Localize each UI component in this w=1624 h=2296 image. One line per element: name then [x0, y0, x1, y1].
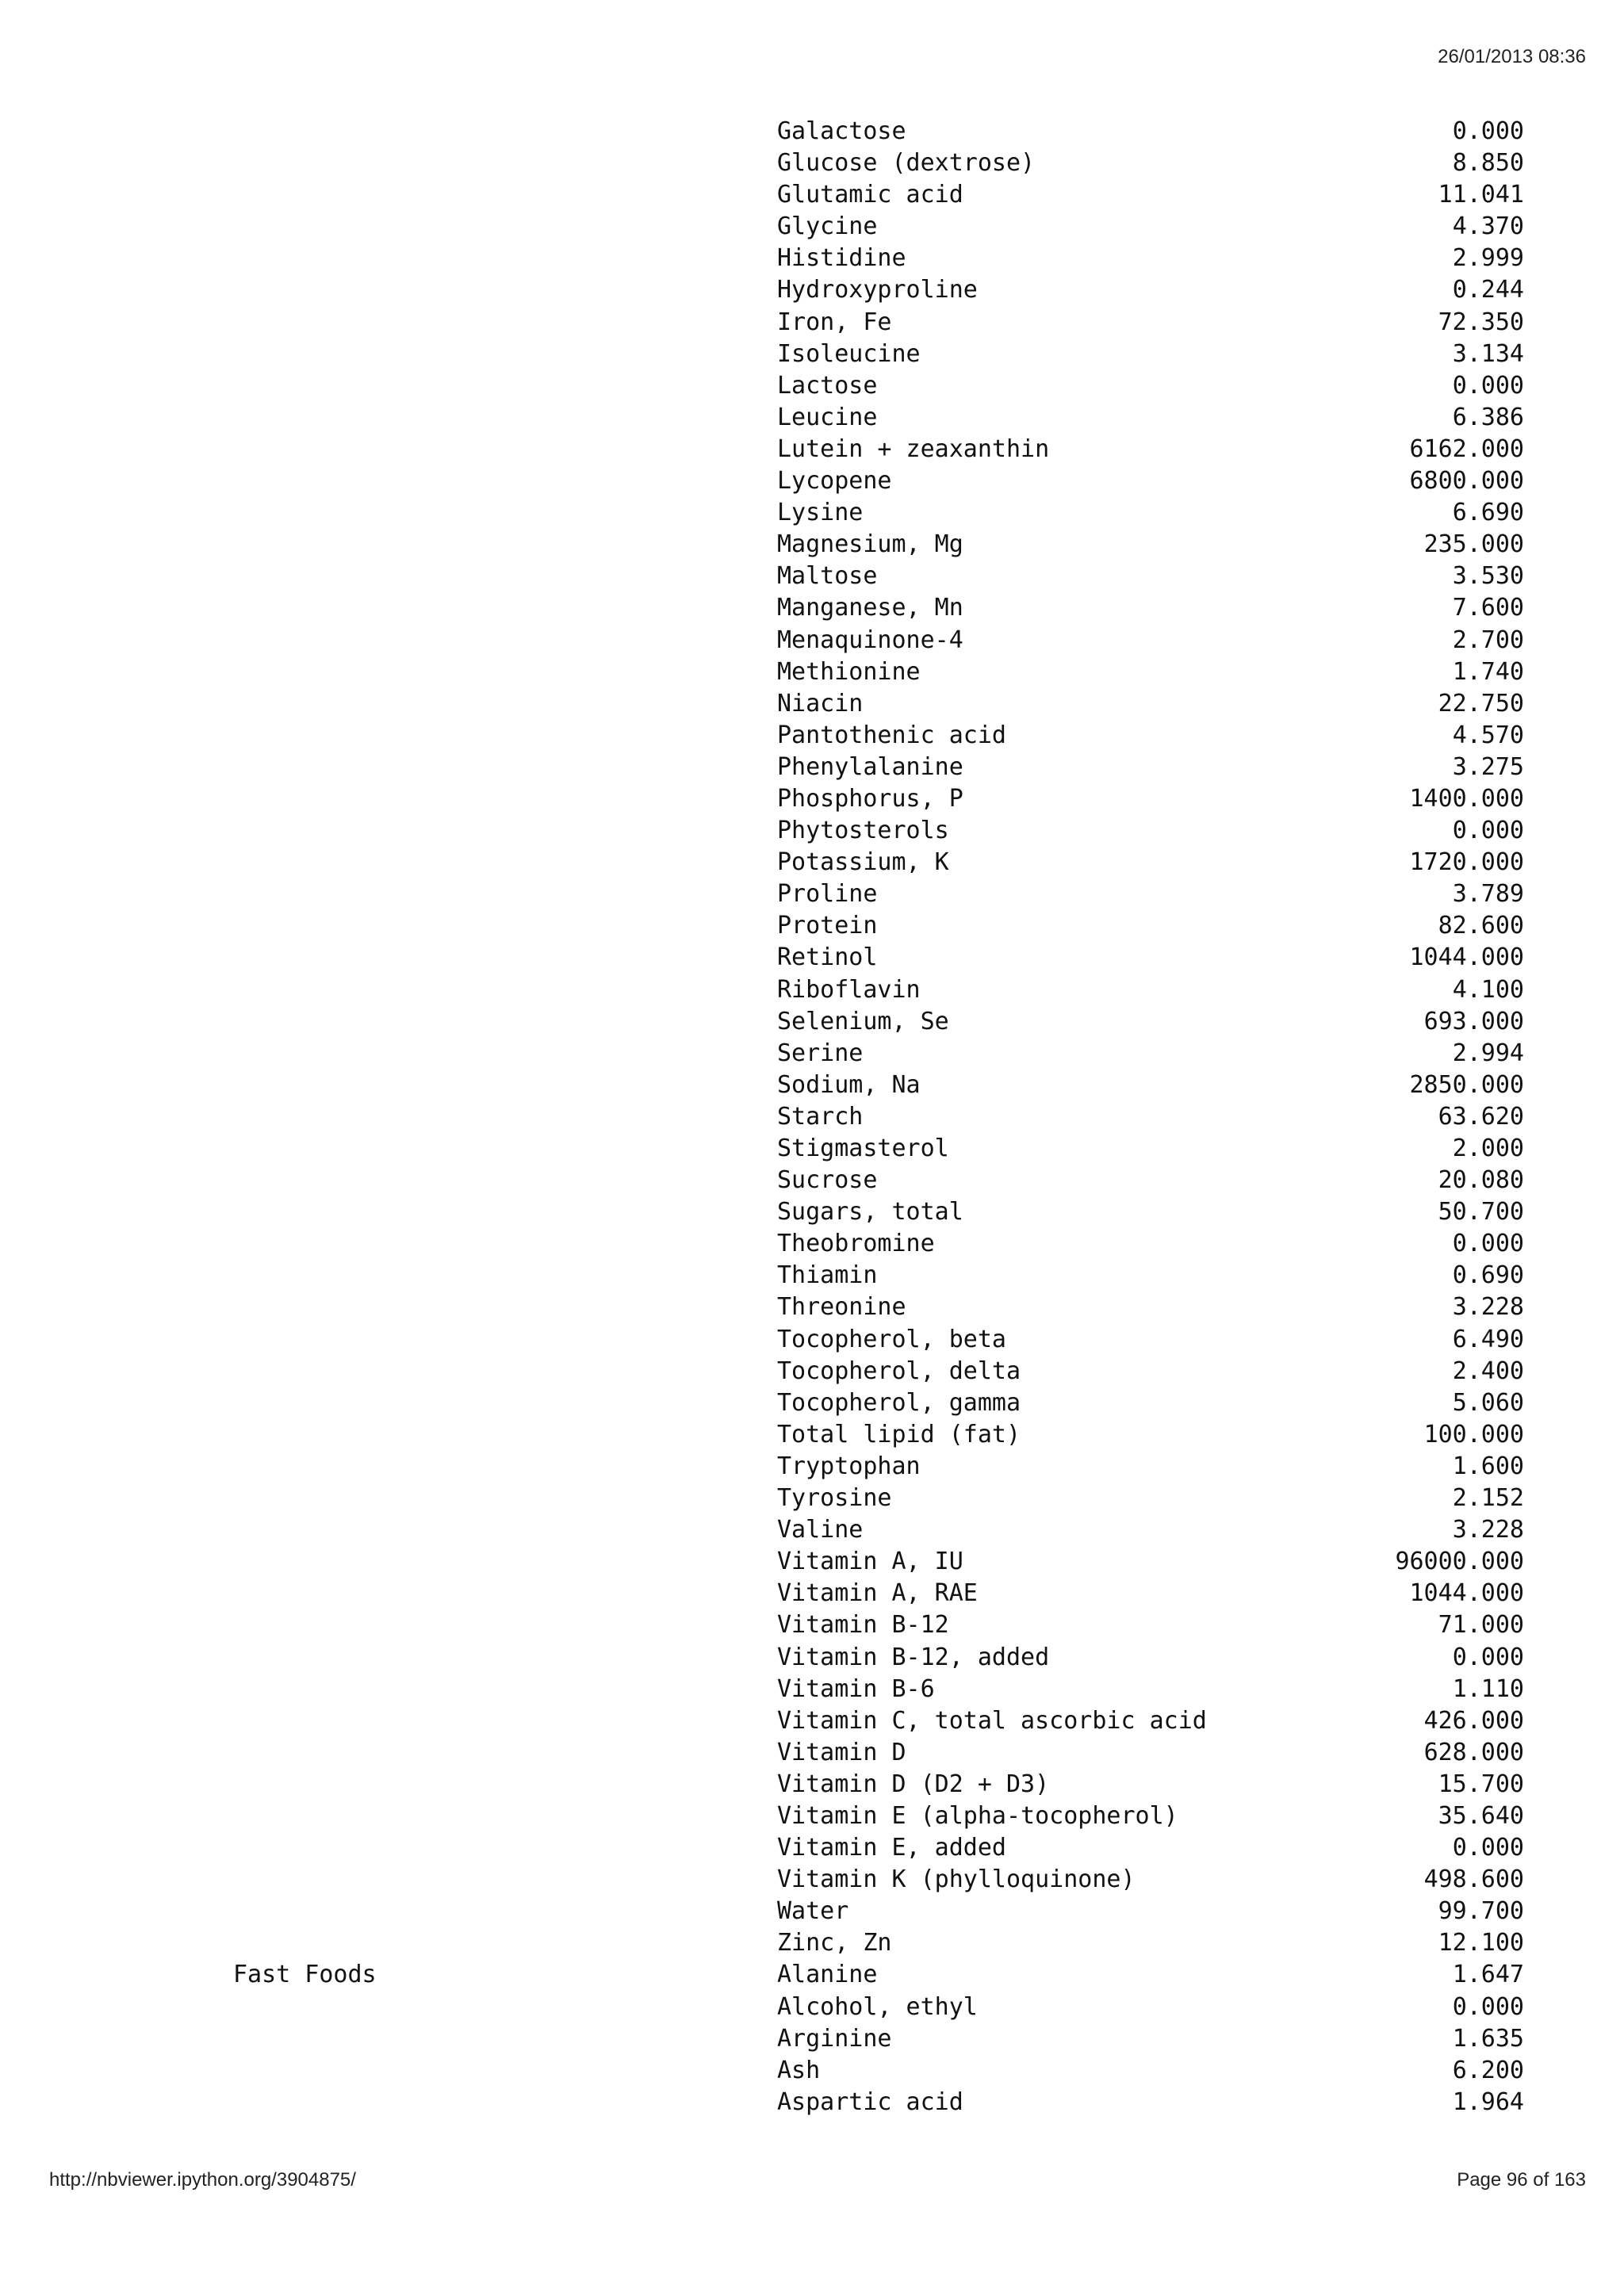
nutrient-value-cell: 3.134	[1452, 339, 1524, 368]
nutrient-value-cell: 693.000	[1423, 1007, 1524, 1035]
table-row	[0, 1292, 1624, 1323]
nutrient-value-cell: 3.789	[1452, 880, 1524, 909]
table-row	[0, 815, 1624, 847]
nutrient-name-cell: Maltose	[777, 562, 878, 591]
table-row	[0, 1896, 1624, 1927]
table-row	[0, 1387, 1624, 1419]
table-row	[0, 1101, 1624, 1133]
table-row	[0, 1642, 1624, 1674]
nutrient-value-cell: 0.000	[1452, 817, 1524, 845]
nutrient-name-cell: Leucine	[777, 403, 878, 431]
nutrient-value-cell: 2.000	[1452, 1135, 1524, 1162]
nutrient-name-cell: Manganese, Mn	[777, 594, 963, 622]
nutrient-value-cell: 1720.000	[1409, 848, 1524, 877]
nutrient-value-cell: 6.200	[1452, 2056, 1524, 2084]
nutrient-name-cell: Theobromine	[777, 1230, 935, 1258]
table-row	[0, 2023, 1624, 2055]
table-row	[0, 942, 1624, 974]
table-row	[0, 1769, 1624, 1800]
table-row	[0, 752, 1624, 783]
table-row	[0, 974, 1624, 1006]
nutrient-value-cell: 12.100	[1438, 1929, 1524, 1957]
nutrient-value-cell: 6162.000	[1409, 434, 1524, 463]
nutrient-value-cell: 63.620	[1438, 1102, 1524, 1131]
nutrient-value-cell: 22.750	[1438, 689, 1524, 718]
table-row	[0, 1959, 1624, 1991]
nutrient-name-cell: Tocopherol, gamma	[777, 1388, 1021, 1417]
nutrient-value-cell: 0.000	[1452, 1992, 1524, 2021]
table-row	[0, 529, 1624, 561]
nutrient-name-cell: Ash	[777, 2056, 821, 2084]
nutrient-name-cell: Phenylalanine	[777, 752, 963, 781]
nutrient-name-cell: Vitamin C, total ascorbic acid	[777, 1706, 1207, 1735]
nutrient-name-cell: Hydroxyproline	[777, 276, 978, 304]
nutrient-value-cell: 1.110	[1452, 1674, 1524, 1703]
table-row	[0, 1070, 1624, 1101]
table-row	[0, 688, 1624, 720]
nutrient-value-cell: 498.600	[1423, 1866, 1524, 1894]
nutrient-name-cell: Potassium, K	[777, 848, 949, 877]
table-row	[0, 307, 1624, 339]
nutrient-name-cell: Protein	[777, 912, 878, 940]
nutrient-name-cell: Sucrose	[777, 1166, 878, 1195]
table-row	[0, 402, 1624, 434]
nutrient-name-cell: Aspartic acid	[777, 2087, 963, 2116]
nutrient-name-cell: Vitamin B-12	[777, 1611, 949, 1640]
nutrient-value-cell: 2.152	[1452, 1484, 1524, 1513]
nutrient-value-cell: 0.000	[1452, 371, 1524, 400]
nutrient-name-cell: Vitamin E, added	[777, 1834, 1006, 1862]
nutrient-value-cell: 2.700	[1452, 626, 1524, 654]
nutrient-name-cell: Niacin	[777, 689, 864, 718]
table-row	[0, 561, 1624, 592]
table-row	[0, 434, 1624, 465]
nutrient-value-cell: 20.080	[1438, 1166, 1524, 1195]
nutrient-value-cell: 7.600	[1452, 594, 1524, 622]
nutrient-value-cell: 1.635	[1452, 2024, 1524, 2053]
nutrient-value-cell: 2.400	[1452, 1357, 1524, 1385]
nutrient-value-cell: 3.275	[1452, 752, 1524, 781]
table-row	[0, 1578, 1624, 1609]
nutrient-name-cell: Alcohol, ethyl	[777, 1992, 978, 2021]
table-row	[0, 1038, 1624, 1070]
nutrient-name-cell: Phosphorus, P	[777, 784, 963, 813]
print-timestamp: 26/01/2013 08:36	[1438, 46, 1586, 67]
nutrient-value-cell: 1044.000	[1409, 1579, 1524, 1608]
table-row	[0, 1927, 1624, 1959]
nutrient-name-cell: Alanine	[777, 1961, 878, 1989]
nutrient-name-cell: Vitamin B-12, added	[777, 1643, 1050, 1671]
table-row	[0, 370, 1624, 402]
nutrient-value-cell: 0.000	[1452, 117, 1524, 145]
nutrient-name-cell: Glycine	[777, 212, 878, 241]
nutrient-name-cell: Methionine	[777, 657, 921, 686]
table-row	[0, 1800, 1624, 1832]
nutrient-name-cell: Valine	[777, 1516, 864, 1544]
nutrient-value-cell: 11.041	[1438, 181, 1524, 209]
nutrient-name-cell: Tryptophan	[777, 1452, 921, 1480]
nutrient-name-cell: Threonine	[777, 1293, 906, 1322]
nutrient-value-cell: 0.000	[1452, 1643, 1524, 1671]
table-row	[0, 1609, 1624, 1641]
table-row	[0, 147, 1624, 179]
nutrient-name-cell: Vitamin K (phylloquinone)	[777, 1866, 1136, 1894]
nutrient-value-cell: 4.570	[1452, 721, 1524, 749]
table-row	[0, 1196, 1624, 1228]
nutrient-value-cell: 0.690	[1452, 1261, 1524, 1290]
nutrient-name-cell: Iron, Fe	[777, 308, 892, 336]
table-row	[0, 1705, 1624, 1737]
table-row	[0, 1514, 1624, 1546]
nutrient-value-cell: 15.700	[1438, 1770, 1524, 1798]
table-row	[0, 116, 1624, 147]
nutrient-value-cell: 235.000	[1423, 530, 1524, 559]
nutrient-name-cell: Vitamin B-6	[777, 1674, 935, 1703]
table-row	[0, 1737, 1624, 1769]
nutrient-name-cell: Lysine	[777, 499, 864, 527]
table-row	[0, 783, 1624, 815]
nutrient-name-cell: Total lipid (fat)	[777, 1420, 1021, 1448]
food-group-cell: Fast Foods	[233, 1961, 377, 1989]
table-row	[0, 2087, 1624, 2118]
nutrient-value-cell: 4.370	[1452, 212, 1524, 241]
nutrient-name-cell: Water	[777, 1897, 849, 1926]
table-row	[0, 656, 1624, 688]
table-row	[0, 465, 1624, 497]
table-row	[0, 847, 1624, 878]
table-row	[0, 1228, 1624, 1260]
nutrient-name-cell: Thiamin	[777, 1261, 878, 1290]
nutrient-value-cell: 2.999	[1452, 244, 1524, 273]
nutrient-value-cell: 0.000	[1452, 1230, 1524, 1258]
table-row	[0, 1864, 1624, 1896]
nutrient-name-cell: Sugars, total	[777, 1198, 963, 1226]
table-row	[0, 720, 1624, 752]
table-row	[0, 211, 1624, 243]
table-row	[0, 243, 1624, 274]
nutrient-name-cell: Vitamin D	[777, 1738, 906, 1766]
nutrient-value-cell: 1.600	[1452, 1452, 1524, 1480]
nutrient-name-cell: Lycopene	[777, 467, 892, 496]
nutrient-name-cell: Selenium, Se	[777, 1007, 949, 1035]
table-row	[0, 274, 1624, 306]
nutrient-name-cell: Zinc, Zn	[777, 1929, 892, 1957]
nutrient-name-cell: Menaquinone-4	[777, 626, 963, 654]
nutrient-value-cell: 6.386	[1452, 403, 1524, 431]
table-row	[0, 592, 1624, 624]
table-row	[0, 1451, 1624, 1483]
nutrient-value-cell: 4.100	[1452, 975, 1524, 1004]
table-row	[0, 2055, 1624, 2087]
nutrient-name-cell: Riboflavin	[777, 975, 921, 1004]
nutrient-name-cell: Isoleucine	[777, 339, 921, 368]
nutrient-value-cell: 82.600	[1438, 912, 1524, 940]
table-row	[0, 1324, 1624, 1356]
nutrient-name-cell: Tocopherol, beta	[777, 1325, 1006, 1353]
table-row	[0, 1133, 1624, 1165]
table-row	[0, 1674, 1624, 1705]
nutrient-name-cell: Sodium, Na	[777, 1070, 921, 1099]
nutrient-name-cell: Glucose (dextrose)	[777, 149, 1036, 178]
nutrient-value-cell: 1.964	[1452, 2087, 1524, 2116]
print-footer-url: http://nbviewer.ipython.org/3904875/	[49, 2169, 356, 2191]
table-row	[0, 910, 1624, 942]
nutrient-value-cell: 100.000	[1423, 1420, 1524, 1448]
nutrient-value-cell: 72.350	[1438, 308, 1524, 336]
nutrient-value-cell: 1044.000	[1409, 943, 1524, 972]
nutrient-value-cell: 0.000	[1452, 1834, 1524, 1862]
nutrient-value-cell: 50.700	[1438, 1198, 1524, 1226]
nutrient-name-cell: Tyrosine	[777, 1484, 892, 1513]
nutrient-name-cell: Retinol	[777, 943, 878, 972]
table-row	[0, 1419, 1624, 1451]
nutrient-name-cell: Vitamin A, IU	[777, 1548, 963, 1576]
nutrient-name-cell: Lutein + zeaxanthin	[777, 434, 1050, 463]
nutrient-name-cell: Vitamin A, RAE	[777, 1579, 978, 1608]
table-row	[0, 878, 1624, 910]
nutrient-value-cell: 2850.000	[1409, 1070, 1524, 1099]
nutrient-value-cell: 3.228	[1452, 1293, 1524, 1322]
table-row	[0, 1992, 1624, 2023]
nutrient-name-cell: Serine	[777, 1039, 864, 1067]
nutrient-value-cell: 6.490	[1452, 1325, 1524, 1353]
nutrient-name-cell: Vitamin E (alpha-tocopherol)	[777, 1801, 1178, 1830]
nutrient-value-cell: 5.060	[1452, 1388, 1524, 1417]
nutrient-name-cell: Magnesium, Mg	[777, 530, 963, 559]
table-row	[0, 625, 1624, 656]
nutrient-value-cell: 1.740	[1452, 657, 1524, 686]
nutrient-value-cell: 6.690	[1452, 499, 1524, 527]
nutrient-value-cell: 3.530	[1452, 562, 1524, 591]
nutrient-name-cell: Galactose	[777, 117, 906, 145]
table-row	[0, 179, 1624, 211]
nutrient-name-cell: Pantothenic acid	[777, 721, 1006, 749]
nutrient-value-cell: 6800.000	[1409, 467, 1524, 496]
nutrient-table	[0, 116, 1624, 2118]
nutrient-name-cell: Stigmasterol	[777, 1135, 949, 1162]
nutrient-name-cell: Tocopherol, delta	[777, 1357, 1021, 1385]
nutrient-name-cell: Glutamic acid	[777, 181, 963, 209]
table-row	[0, 1356, 1624, 1387]
table-row	[0, 1832, 1624, 1864]
table-row	[0, 1165, 1624, 1196]
nutrient-value-cell: 426.000	[1423, 1706, 1524, 1735]
nutrient-value-cell: 628.000	[1423, 1738, 1524, 1766]
nutrient-value-cell: 2.994	[1452, 1039, 1524, 1067]
nutrient-value-cell: 1.647	[1452, 1961, 1524, 1989]
table-row	[0, 1483, 1624, 1514]
nutrient-value-cell: 1400.000	[1409, 784, 1524, 813]
nutrient-value-cell: 8.850	[1452, 149, 1524, 178]
nutrient-name-cell: Starch	[777, 1102, 864, 1131]
nutrient-value-cell: 35.640	[1438, 1801, 1524, 1830]
nutrient-value-cell: 0.244	[1452, 276, 1524, 304]
print-page-number: Page 96 of 163	[1457, 2169, 1586, 2191]
nutrient-value-cell: 99.700	[1438, 1897, 1524, 1926]
table-row	[0, 497, 1624, 529]
nutrient-value-cell: 96000.000	[1395, 1548, 1524, 1576]
nutrient-name-cell: Arginine	[777, 2024, 892, 2053]
nutrient-name-cell: Histidine	[777, 244, 906, 273]
nutrient-value-cell: 3.228	[1452, 1516, 1524, 1544]
table-row	[0, 1546, 1624, 1578]
table-row	[0, 1260, 1624, 1292]
nutrient-name-cell: Lactose	[777, 371, 878, 400]
table-row	[0, 1006, 1624, 1038]
nutrient-value-cell: 71.000	[1438, 1611, 1524, 1640]
nutrient-name-cell: Proline	[777, 880, 878, 909]
table-row	[0, 339, 1624, 370]
nutrient-name-cell: Vitamin D (D2 + D3)	[777, 1770, 1050, 1798]
nutrient-name-cell: Phytosterols	[777, 817, 949, 845]
